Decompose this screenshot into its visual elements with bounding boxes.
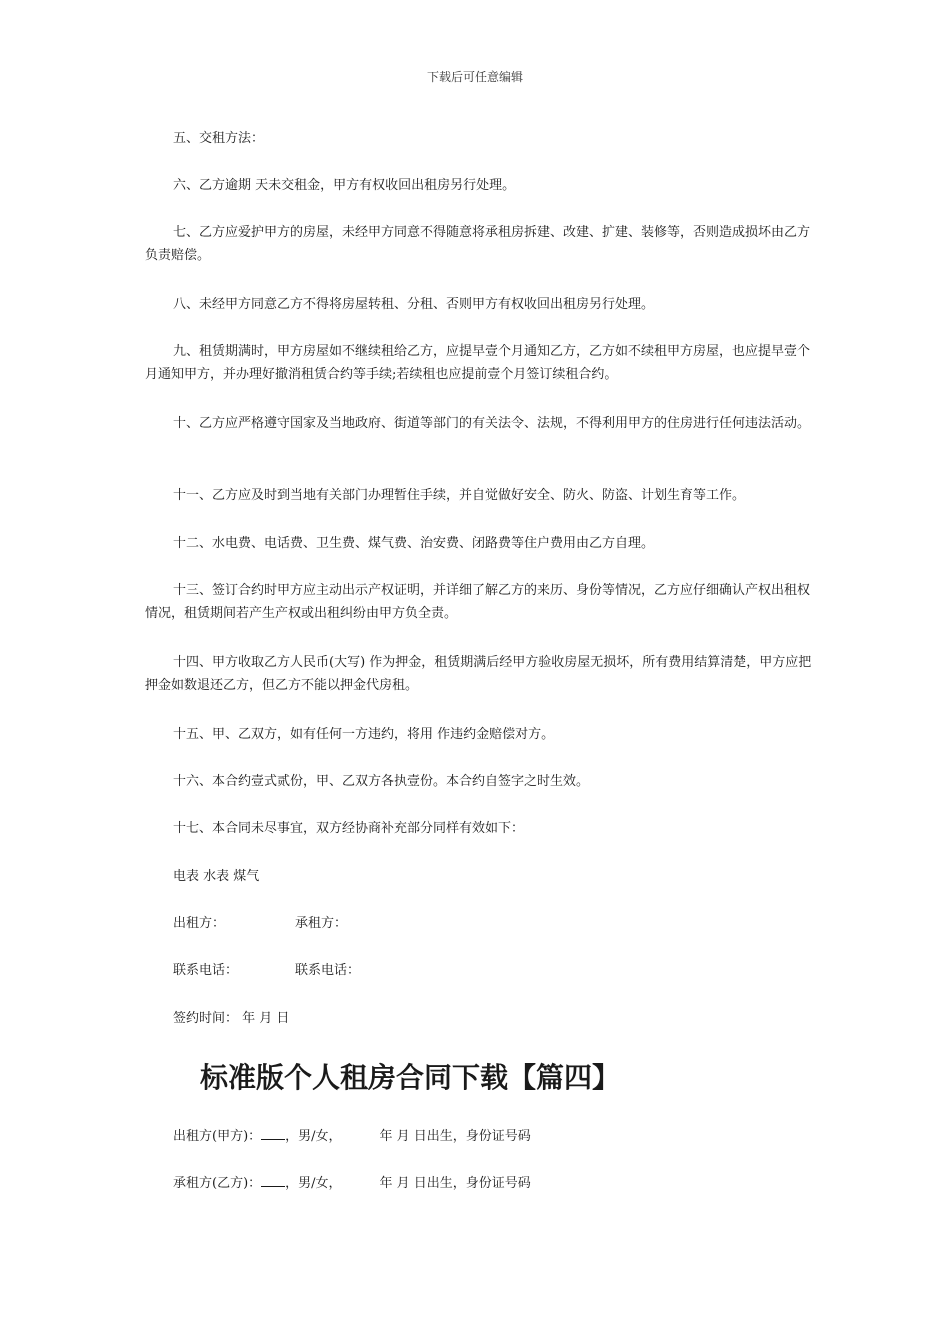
clause-11: 十一、乙方应及时到当地有关部门办理暂住手续，并自觉做好安全、防火、防盗、计划生育等工作。: [173, 488, 746, 503]
phone-label-lessee: 联系电话：: [295, 963, 361, 978]
phone-label-lessor: 联系电话：: [173, 963, 239, 978]
clause-5: 五、交租方法：: [173, 131, 265, 146]
lessee-gender-text: ，男/女，: [285, 1176, 342, 1191]
lessee-party-line: [173, 1172, 531, 1195]
clause-10: 十、乙方应严格遵守国家及当地政府、街道等部门的有关法令、法规，不得利用甲方的住房进行任何违法活动。: [173, 416, 811, 431]
clause-16: 十六、本合约壹式贰份，甲、乙双方各执壹份。本合约自签字之时生效。: [173, 774, 590, 789]
clause-12: 十二、水电费、电话费、卫生费、煤气费、治安费、闭路费等住户费用由乙方自理。: [173, 536, 655, 551]
clause-17: 十七、本合同未尽事宜，双方经协商补充部分同样有效如下：: [173, 821, 525, 836]
sign-date-line: 签约时间： 年 月 日: [173, 1011, 290, 1026]
page-header-note: 下载后可任意编辑: [426, 70, 523, 84]
lessee-name-blank[interactable]: [261, 1172, 285, 1187]
lessor-party-prefix: 出租方(甲方)：: [173, 1129, 262, 1144]
lessor-birth-text: 年 月 日出生，身份证号码: [379, 1129, 531, 1144]
clause-6: 六、乙方逾期 天未交租金，甲方有权收回出租房另行处理。: [173, 178, 516, 193]
meters-line: 电表 水表 煤气: [173, 869, 260, 884]
lessor-label: 出租方：: [173, 916, 226, 931]
clause-8: 八、未经甲方同意乙方不得将房屋转租、分租、否则甲方有权收回出租房另行处理。: [173, 297, 655, 312]
clause-15: 十五、甲、乙双方，如有任何一方违约，将用 作违约金赔偿对方。: [173, 727, 555, 742]
clause-7: 七、乙方应爱护甲方的房屋，未经甲方同意不得随意将承租房拆建、改建、扩建、装修等，否则造成损坏由乙方负责赔偿。: [145, 225, 811, 263]
lessee-party-prefix: 承租方(乙方)：: [173, 1176, 262, 1191]
lessor-name-blank[interactable]: [261, 1125, 285, 1140]
clause-9: 九、租赁期满时，甲方房屋如不继续租给乙方，应提早壹个月通知乙方，乙方如不续租甲方房屋，也应提早壹个月通知甲方，并办理好撤消租赁合约等手续;若续租也应提前壹个月签订续租合约。: [145, 344, 811, 382]
lessor-party-line: [173, 1125, 531, 1148]
lessor-gender-text: ，男/女，: [285, 1129, 342, 1144]
lessor-signature-row: [173, 912, 347, 935]
clause-14: 十四、甲方收取乙方人民币(大写) 作为押金，租赁期满后经甲方验收房屋无损坏，所有费用结算清楚，甲方应把押金如数退还乙方，但乙方不能以押金代房租。: [145, 655, 812, 693]
lessee-birth-text: 年 月 日出生，身份证号码: [379, 1176, 531, 1191]
clause-13: 十三、签订合约时甲方应主动出示产权证明，并详细了解乙方的来历、身份等情况，乙方应仔细确认产权出租权情况，租赁期间若产生产权或出租纠纷由甲方负全责。: [145, 583, 811, 621]
section-title: 标准版个人租房合同下载【篇四】: [200, 1061, 621, 1094]
lessee-label: 承租方：: [295, 916, 348, 931]
phone-row: [173, 959, 360, 982]
